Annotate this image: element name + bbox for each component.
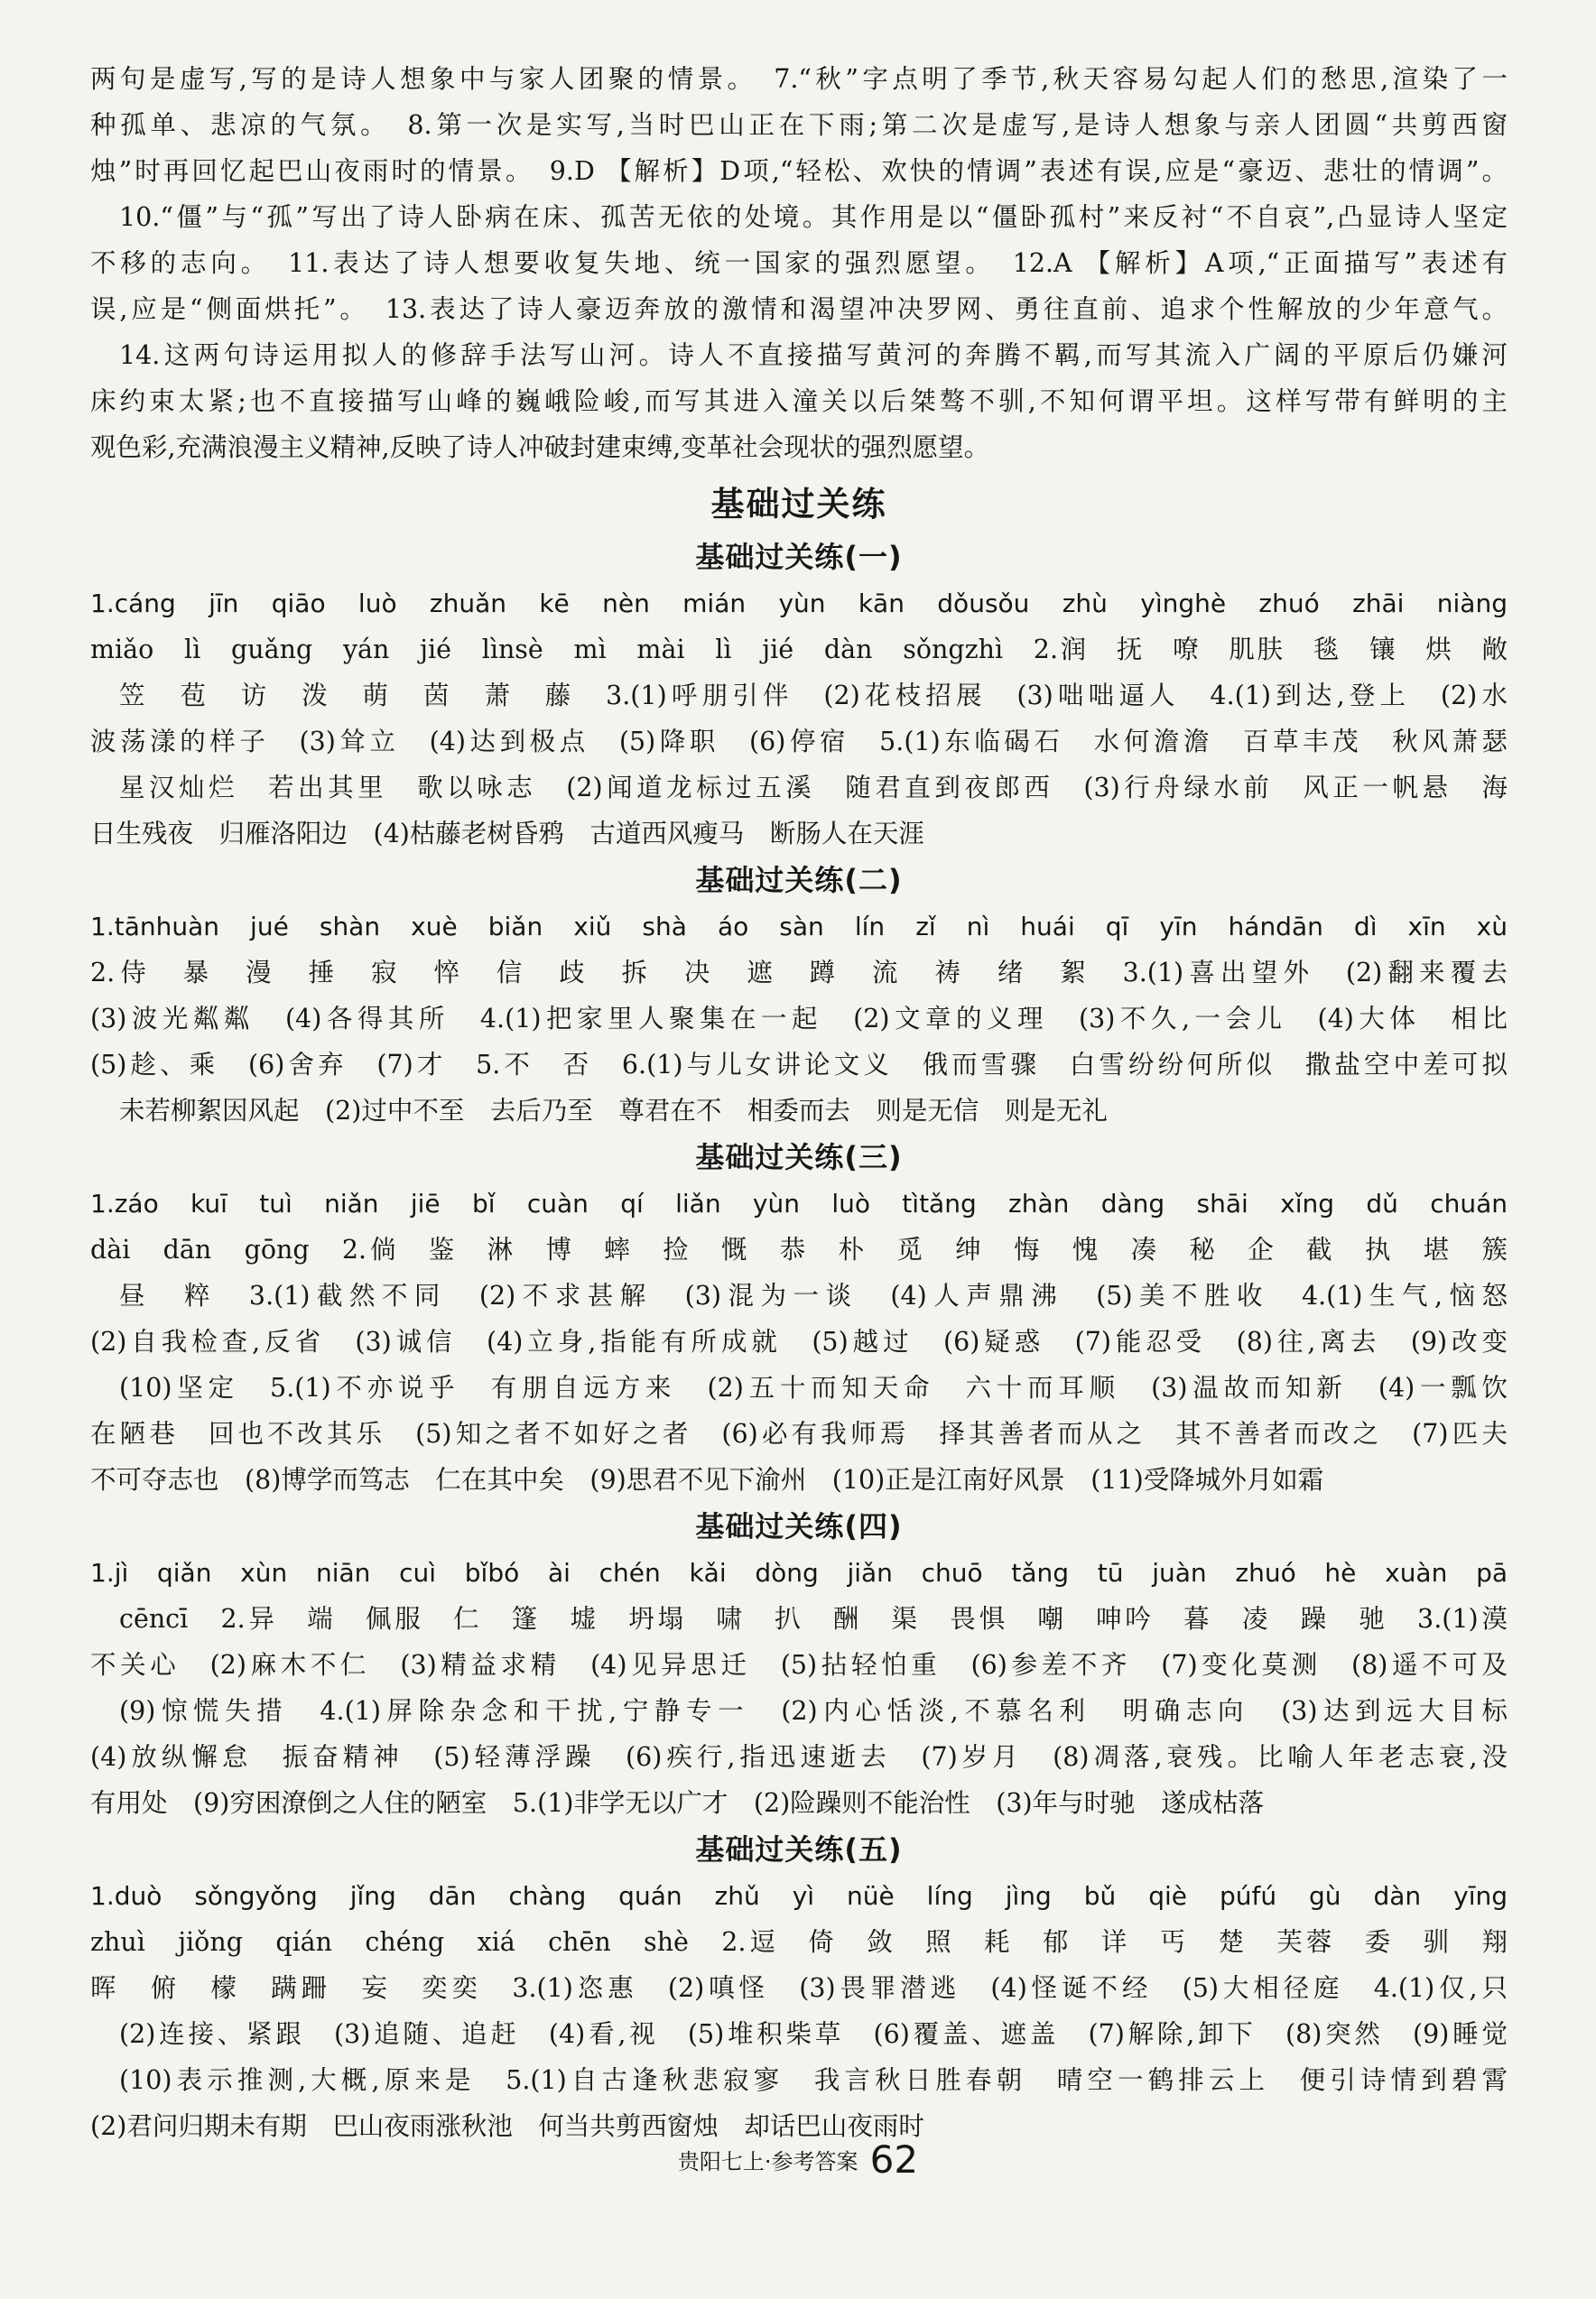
section-3 — [90, 1134, 1508, 1503]
text-line: (9)惊慌失措 4.(1)屏除杂念和干扰,宁静专一 (2)内心恬淡,不慕名利 明确志向 (3)达到远大目标 — [119, 1696, 1508, 1726]
answer-page — [90, 56, 1508, 2149]
section-title: 基础过关练(二) — [695, 863, 903, 897]
text-line: 2.侍 暴 漫 捶 寂 悴 信 歧 拆 决 遮 蹲 流 祷 绪 絮 3.(1)喜出望外 (2)翻来覆去 — [90, 958, 1508, 987]
text-line: 日生残夜 归雁洛阳边 (4)枯藤老树昏鸦 古道西风瘦马 断肠人在天涯 — [90, 819, 924, 848]
top-answers-block — [90, 56, 1508, 470]
page-number: 62 — [869, 2137, 919, 2182]
section-title: 基础过关练(四) — [695, 1509, 903, 1543]
text-line: 晖 俯 檬 蹒跚 妄 奕奕 3.(1)恣惠 (2)嗔怪 (3)畏罪潜逃 (4)怪诞不经 (5)大相径庭 4.(1)仅,只 — [90, 1973, 1508, 2003]
text-line: dài dān gōng 2.倘 鉴 淋 博 蟀 捡 慨 恭 朴 觅 绅 悔 愧 凑 秘 企 截 执 堪 簇 — [90, 1235, 1508, 1265]
text-line: 星汉灿烂 若出其里 歌以咏志 (2)闻道龙标过五溪 随君直到夜郎西 (3)行舟绿水前 风正一帆悬 海 — [119, 773, 1508, 802]
text-line: 误,应是“侧面烘托”。 13.表达了诗人豪迈奔放的激情和渴望冲决罗网、勇往直前、追求个性解放的少年意气。 — [90, 294, 1508, 324]
section-5 — [90, 1826, 1508, 2149]
text-line: 两句是虚写,写的是诗人想象中与家人团聚的情景。 7.“秋”字点明了季节,秋天容易勾起人们的愁思,渲染了一 — [90, 64, 1508, 94]
text-line: 波荡漾的样子 (3)耸立 (4)达到极点 (5)降职 (6)停宿 5.(1)东临碣石 水何澹澹 百草丰茂 秋风萧瑟 — [90, 727, 1508, 756]
text-line: 烛”时再回忆起巴山夜雨时的情景。 9.D 【解析】D项,“轻松、欢快的情调”表述有误,应是“豪迈、悲壮的情调”。 — [90, 156, 1508, 186]
text-line: (10)表示推测,大概,原来是 5.(1)自古逢秋悲寂寥 我言秋日胜春朝 晴空一鹤排云上 便引诗情到碧霄 — [119, 2065, 1508, 2095]
section-1 — [90, 533, 1508, 857]
main-title: 基础过关练 — [710, 485, 887, 524]
text-line: (2)君问归期未有期 巴山夜雨涨秋池 何当共剪西窗烛 却话巴山夜雨时 — [90, 2111, 924, 2141]
text-line: zhuì jiǒng qián chéng xiá chēn shè 2.逗 倚 敛 照 耗 郁 详 丐 楚 芙蓉 委 驯 翔 — [90, 1927, 1508, 1957]
text-line: 在陋巷 回也不改其乐 (5)知之者不如好之者 (6)必有我师焉 择其善者而从之 其不善者而改之 (7)匹夫 — [90, 1419, 1508, 1449]
text-line: (2)连接、紧跟 (3)追随、追赶 (4)看,视 (5)堆积柴草 (6)覆盖、遮盖 (7)解除,卸下 (8)突然 (9)睡觉 — [119, 2019, 1508, 2049]
page-footer — [0, 2137, 1596, 2182]
text-line: 笠 苞 访 泼 萌 茵 萧 藤 3.(1)呼朋引伴 (2)花枝招展 (3)咄咄逼人 4.(1)到达,登上 (2)水 — [119, 681, 1508, 710]
text-line: 1.záo kuī tuì niǎn jiē bǐ cuàn qí liǎn yùn luò tìtǎng zhàn dàng shāi xǐng dǔ chuán — [90, 1189, 1508, 1219]
section-title: 基础过关练(五) — [695, 1832, 903, 1867]
text-line: 不可夺志也 (8)博学而笃志 仁在其中矣 (9)思君不见下渝州 (10)正是江南好风景 (11)受降城外月如霜 — [90, 1465, 1324, 1495]
text-line: 种孤单、悲凉的气氛。 8.第一次是实写,当时巴山正在下雨;第二次是虚写,是诗人想象与亲人团圆“共剪西窗 — [90, 110, 1508, 140]
section-title: 基础过关练(三) — [695, 1140, 903, 1174]
text-line: 1.jì qiǎn xùn niān cuì bǐbó ài chén kǎi dòng jiǎn chuō tǎng tū juàn zhuó hè xuàn pā — [90, 1558, 1508, 1588]
section-4 — [90, 1503, 1508, 1826]
text-line: 14.这两句诗运用拟人的修辞手法写山河。诗人不直接描写黄河的奔腾不羁,而写其流入广阔的平原后仍嫌河 — [119, 340, 1508, 370]
text-line: 昼 粹 3.(1)截然不同 (2)不求甚解 (3)混为一谈 (4)人声鼎沸 (5)美不胜收 4.(1)生气,恼怒 — [119, 1281, 1508, 1311]
footer-label: 贵阳七上·参考答案 — [677, 2149, 858, 2174]
text-line: 观色彩,充满浪漫主义精神,反映了诗人冲破封建束缚,变革社会现状的强烈愿望。 — [90, 432, 990, 462]
text-line: 有用处 (9)穷困潦倒之人住的陋室 5.(1)非学无以广才 (2)险躁则不能治性 (3)年与时驰 遂成枯落 — [90, 1788, 1265, 1818]
text-line: 1.cáng jīn qiāo luò zhuǎn kē nèn mián yùn kān dǒusǒu zhù yìnghè zhuó zhāi niàng — [90, 589, 1508, 618]
text-line: (10)坚定 5.(1)不亦说乎 有朋自远方来 (2)五十而知天命 六十而耳顺 (3)温故而知新 (4)一瓢饮 — [119, 1373, 1508, 1403]
text-line: miǎo lì guǎng yán jié lìnsè mì mài lì jié dàn sǒngzhì 2.润 抚 嘹 肌肤 毯 镶 烘 敞 — [90, 635, 1508, 664]
section-title: 基础过关练(一) — [695, 540, 903, 574]
text-line: (4)放纵懈怠 振奋精神 (5)轻薄浮躁 (6)疾行,指迅速逝去 (7)岁月 (8)凋落,衰残。比喻人年老志衰,没 — [90, 1742, 1508, 1772]
text-line: 不移的志向。 11.表达了诗人想要收复失地、统一国家的强烈愿望。 12.A 【解析】A项,“正面描写”表述有 — [90, 248, 1508, 278]
text-line: (5)趁、乘 (6)舍弃 (7)才 5.不 否 6.(1)与儿女讲论文义 俄而雪骤 白雪纷纷何所似 撒盐空中差可拟 — [90, 1050, 1508, 1080]
text-line: 1.tānhuàn jué shàn xuè biǎn xiǔ shà áo sàn lín zǐ nì huái qī yīn hándān dì xīn xù — [90, 912, 1508, 941]
text-line: 未若柳絮因风起 (2)过中不至 去后乃至 尊君在不 相委而去 则是无信 则是无礼 — [119, 1096, 1108, 1126]
text-line: 床约束太紧;也不直接描写山峰的巍峨险峻,而写其进入潼关以后桀骜不驯,不知何谓平坦。这样写带有鲜明的主 — [90, 386, 1508, 416]
text-line: (2)自我检查,反省 (3)诚信 (4)立身,指能有所成就 (5)越过 (6)疑惑 (7)能忍受 (8)往,离去 (9)改变 — [90, 1327, 1508, 1357]
section-2 — [90, 857, 1508, 1134]
text-line: 1.duò sǒngyǒng jǐng dān chàng quán zhǔ yì nüè líng jìng bǔ qiè púfú gù dàn yīng — [90, 1881, 1508, 1911]
text-line: (3)波光粼粼 (4)各得其所 4.(1)把家里人聚集在一起 (2)文章的义理 (3)不久,一会儿 (4)大体 相比 — [90, 1004, 1508, 1034]
text-line: cēncī 2.异 端 佩服 仁 篷 墟 坍塌 啸 扒 酬 渠 畏惧 嘲 呻吟 暮 凌 躁 驰 3.(1)漠 — [119, 1604, 1508, 1634]
text-line: 不关心 (2)麻木不仁 (3)精益求精 (4)见异思迁 (5)拈轻怕重 (6)参差不齐 (7)变化莫测 (8)遥不可及 — [90, 1650, 1508, 1680]
text-line: 10.“僵”与“孤”写出了诗人卧病在床、孤苦无依的处境。其作用是以“僵卧孤村”来反衬“不自哀”,凸显诗人坚定 — [119, 202, 1508, 232]
